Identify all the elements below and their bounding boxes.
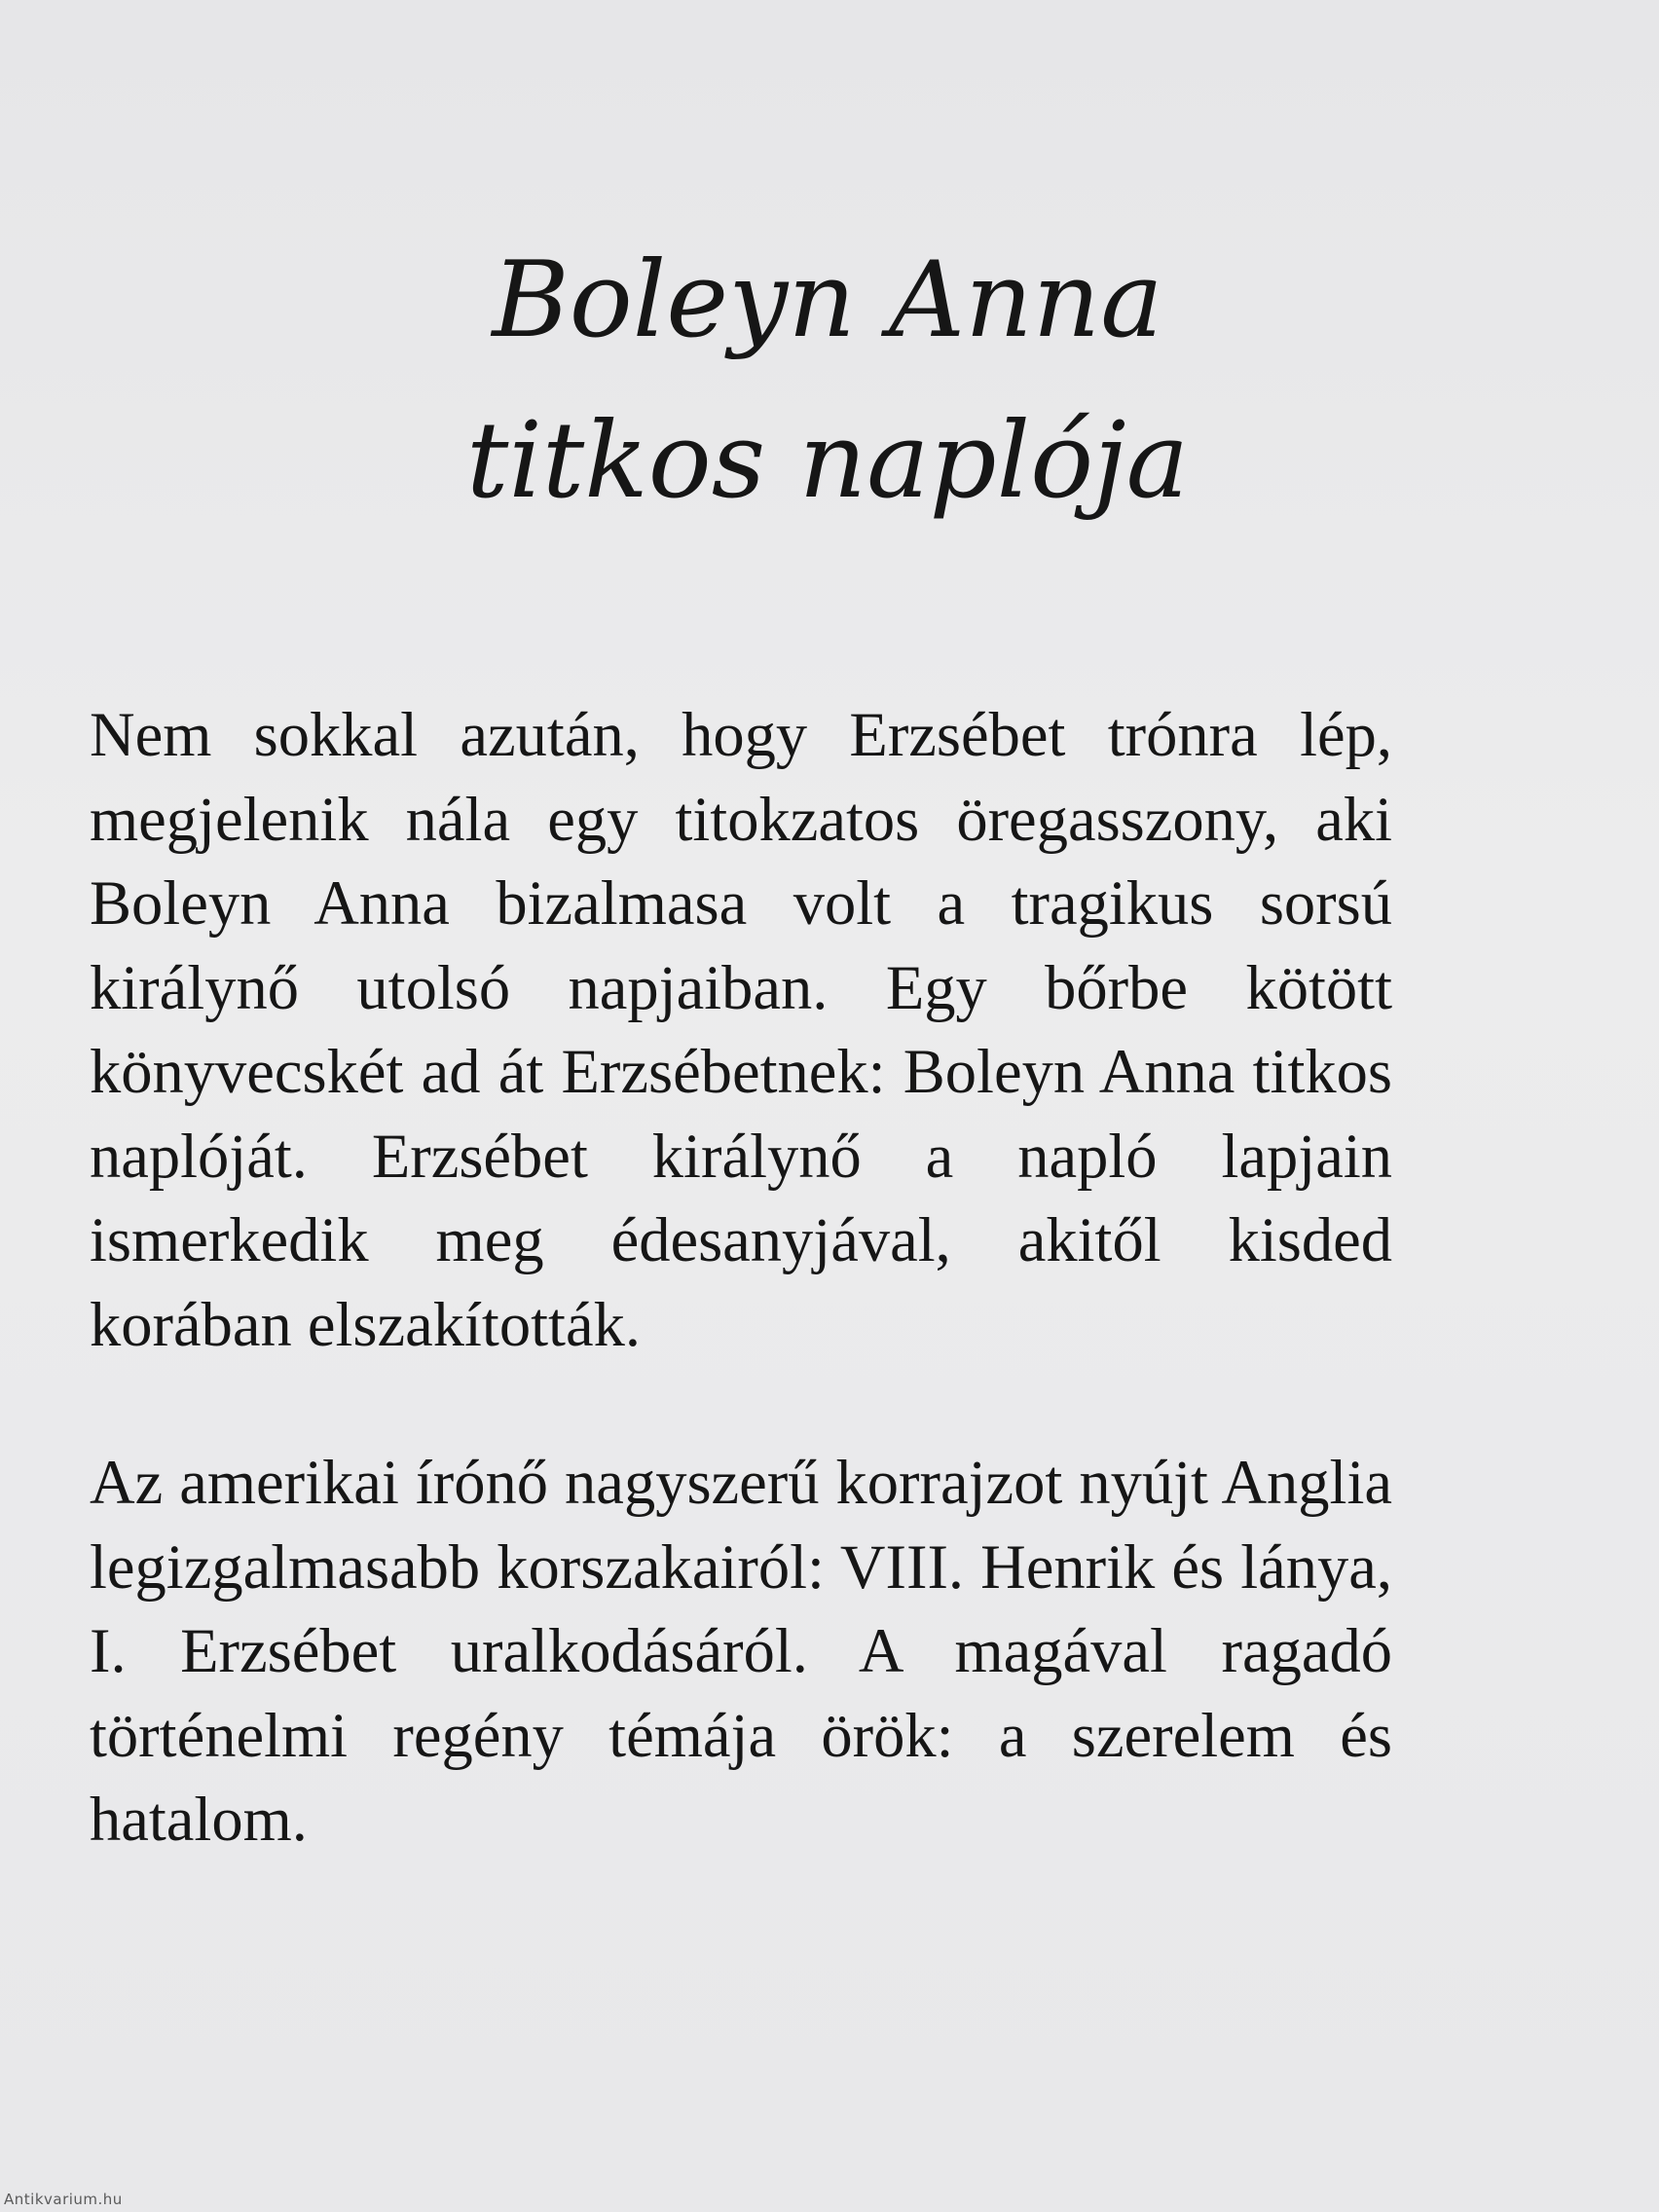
source-watermark: Antikvarium.hu [4,2191,123,2208]
book-title-line-1: Boleyn Anna [492,240,1163,361]
blurb-paragraph-1: Nem sokkal azután, hogy Erzsébet trónra lép, megjelenik nála egy titokzatos öregasszony, aki Boleyn Anna bizalmasa volt a tragikus sorsú királynő utolsó napjaiban. Egy bőrbe kötött könyvecskét ad át Erzsébetnek: Boleyn Anna titkos naplóját. Erzsébet királynő a napló lapjain ismerkedik meg édesanyjával, akitől kisded korában elszakították. [90,700,1392,1359]
blurb-paragraph-2: Az amerikai írónő nagyszerű korrajzot nyújt Anglia legizgalmasabb korszakairól: VIII. Henrik és lánya, I. Erzsébet uralkodásáról. A magával ragadó történelmi regény témája örök: a szerelem és hatalom. [90,1448,1392,1854]
book-title-line-2: titkos naplója [465,400,1190,522]
